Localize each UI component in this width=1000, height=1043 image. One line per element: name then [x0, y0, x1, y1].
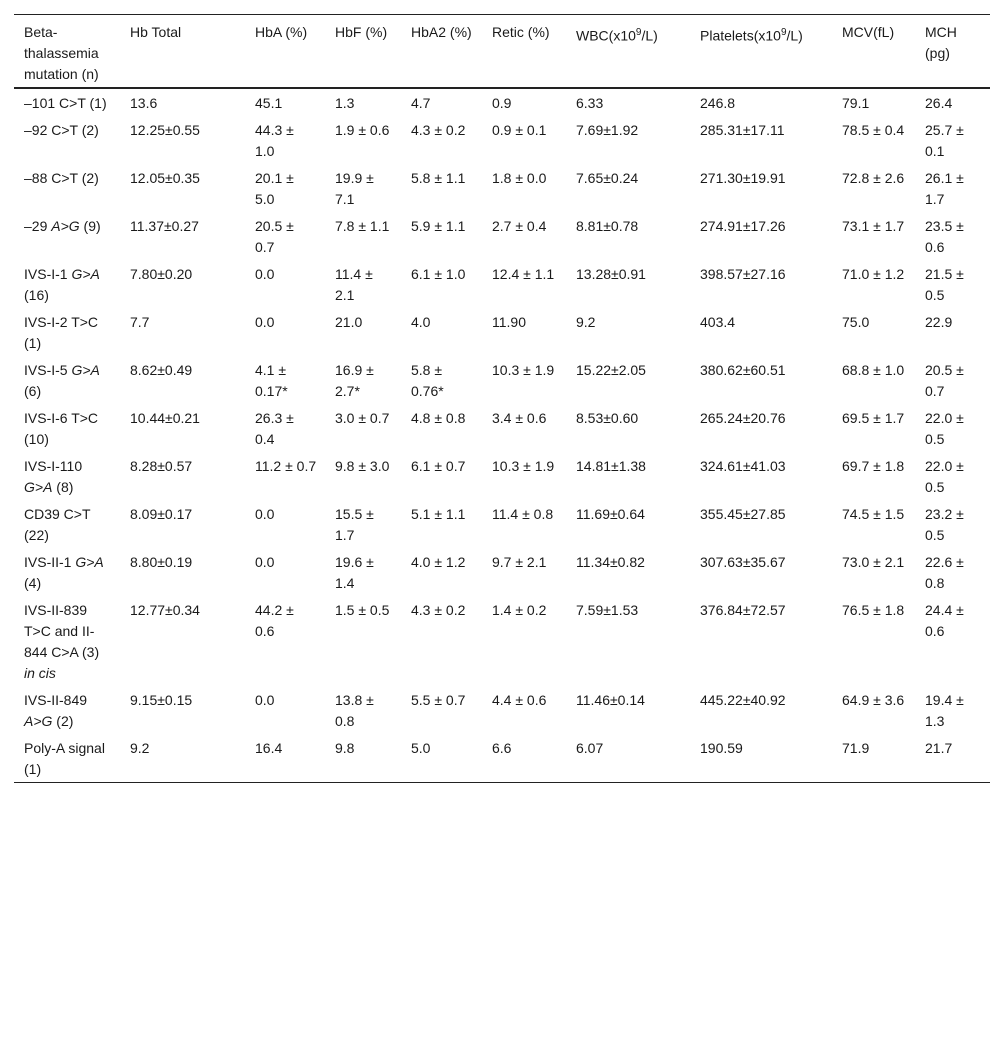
value-cell-hb-total: 12.77±0.34 [130, 602, 200, 618]
value-cell-retic: 12.4 ± 1.1 [492, 266, 555, 282]
value-cell-mcv: 76.5 ± 1.8 [842, 602, 905, 618]
value-cell-hb-total: 9.15±0.15 [130, 692, 193, 708]
mutation-cell: –29 A>G (9) [24, 218, 101, 234]
value-cell-hba: 45.1 [255, 95, 283, 111]
value-cell-retic: 11.4 ± 0.8 [492, 506, 554, 522]
value-cell-mcv: 72.8 ± 2.6 [842, 170, 905, 186]
value-cell-mcv: 69.5 ± 1.7 [842, 410, 905, 426]
value-cell-hb-total: 12.25±0.55 [130, 122, 200, 138]
value-cell-platelets: 355.45±27.85 [700, 506, 786, 522]
value-cell-hba2: 5.8 ± 0.76* [411, 362, 444, 399]
value-cell-retic: 10.3 ± 1.9 [492, 362, 555, 378]
value-cell-mch: 19.4 ± 1.3 [925, 692, 964, 729]
table-header-row [14, 15, 990, 89]
value-cell-retic: 1.4 ± 0.2 [492, 602, 547, 618]
value-cell-hba2: 5.5 ± 0.7 [411, 692, 466, 708]
column-header-hbf: HbF (%) [335, 24, 388, 40]
value-cell-retic: 4.4 ± 0.6 [492, 692, 547, 708]
value-cell-platelets: 246.8 [700, 95, 736, 111]
value-cell-hbf: 21.0 [335, 314, 363, 330]
column-header-mcv: MCV(fL) [842, 24, 895, 40]
value-cell-hba2: 5.9 ± 1.1 [411, 218, 466, 234]
value-cell-mcv: 75.0 [842, 314, 870, 330]
value-cell-platelets: 324.61±41.03 [700, 458, 786, 474]
value-cell-retic: 6.6 [492, 740, 512, 756]
value-cell-hbf: 11.4 ± 2.1 [335, 266, 373, 303]
mutation-cell: Poly-A signal (1) [24, 740, 105, 777]
value-cell-mcv: 73.1 ± 1.7 [842, 218, 905, 234]
value-cell-hb-total: 7.80±0.20 [130, 266, 193, 282]
value-cell-hba2: 4.7 [411, 95, 431, 111]
table-row [14, 212, 990, 260]
mutation-cell: IVS-I-2 T>C (1) [24, 314, 99, 351]
value-cell-wbc: 9.2 [576, 314, 596, 330]
value-cell-mcv: 74.5 ± 1.5 [842, 506, 905, 522]
value-cell-hba2: 4.3 ± 0.2 [411, 602, 466, 618]
value-cell-hb-total: 10.44±0.21 [130, 410, 200, 426]
value-cell-mch: 24.4 ± 0.6 [925, 602, 964, 639]
value-cell-hbf: 1.9 ± 0.6 [335, 122, 390, 138]
value-cell-retic: 9.7 ± 2.1 [492, 554, 547, 570]
table-row [14, 356, 990, 404]
mutation-cell: IVS-I-110 G>A (8) [24, 458, 83, 495]
mutation-cell: –101 C>T (1) [24, 95, 107, 111]
value-cell-hb-total: 8.09±0.17 [130, 506, 193, 522]
value-cell-retic: 0.9 ± 0.1 [492, 122, 547, 138]
value-cell-mch: 23.2 ± 0.5 [925, 506, 964, 543]
value-cell-hba: 0.0 [255, 554, 275, 570]
value-cell-mcv: 69.7 ± 1.8 [842, 458, 905, 474]
value-cell-mcv: 78.5 ± 0.4 [842, 122, 905, 138]
value-cell-retic: 10.3 ± 1.9 [492, 458, 555, 474]
value-cell-mch: 22.6 ± 0.8 [925, 554, 964, 591]
value-cell-hbf: 13.8 ± 0.8 [335, 692, 374, 729]
value-cell-mch: 26.4 [925, 95, 953, 111]
value-cell-hbf: 1.5 ± 0.5 [335, 602, 390, 618]
value-cell-mch: 22.0 ± 0.5 [925, 410, 964, 447]
mutation-cell: –92 C>T (2) [24, 122, 99, 138]
value-cell-wbc: 6.07 [576, 740, 604, 756]
mutation-cell: IVS-I-1 G>A (16) [24, 266, 100, 303]
value-cell-hbf: 9.8 [335, 740, 355, 756]
value-cell-platelets: 403.4 [700, 314, 736, 330]
value-cell-hba: 16.4 [255, 740, 283, 756]
column-header-wbc: $WBC(x10^9/L)$ [576, 27, 658, 44]
table-row [14, 734, 990, 783]
value-cell-wbc: 11.34±0.82 [576, 554, 645, 570]
value-cell-wbc: 11.46±0.14 [576, 692, 645, 708]
value-cell-hba: 0.0 [255, 506, 275, 522]
value-cell-wbc: 7.59±1.53 [576, 602, 639, 618]
value-cell-hba2: 6.1 ± 0.7 [411, 458, 466, 474]
table-row [14, 548, 990, 596]
value-cell-platelets: 190.59 [700, 740, 743, 756]
value-cell-platelets: 274.91±17.26 [700, 218, 786, 234]
value-cell-retic: 0.9 [492, 95, 512, 111]
value-cell-retic: 3.4 ± 0.6 [492, 410, 547, 426]
value-cell-hbf: 7.8 ± 1.1 [335, 218, 390, 234]
value-cell-hb-total: 11.37±0.27 [130, 218, 199, 234]
value-cell-hba: 26.3 ± 0.4 [255, 410, 294, 447]
value-cell-mcv: 64.9 ± 3.6 [842, 692, 905, 708]
value-cell-wbc: 8.53±0.60 [576, 410, 639, 426]
value-cell-hba: 11.2 ± 0.7 [255, 458, 317, 474]
table-body [14, 88, 990, 783]
value-cell-wbc: 13.28±0.91 [576, 266, 646, 282]
column-header-hba: HbA (%) [255, 24, 308, 40]
value-cell-mcv: 73.0 ± 2.1 [842, 554, 905, 570]
value-cell-platelets: 380.62±60.51 [700, 362, 786, 378]
value-cell-hba2: 4.8 ± 0.8 [411, 410, 466, 426]
value-cell-wbc: 11.69±0.64 [576, 506, 645, 522]
mutation-cell: CD39 C>T (22) [24, 506, 91, 543]
value-cell-platelets: 265.24±20.76 [700, 410, 786, 426]
table-row [14, 164, 990, 212]
table-row [14, 88, 990, 116]
value-cell-hba: 0.0 [255, 266, 275, 282]
value-cell-hba: 44.2 ± 0.6 [255, 602, 294, 639]
value-cell-hbf: 1.3 [335, 95, 355, 111]
value-cell-wbc: 7.69±1.92 [576, 122, 639, 138]
table-row [14, 452, 990, 500]
value-cell-retic: 2.7 ± 0.4 [492, 218, 547, 234]
value-cell-mcv: 79.1 [842, 95, 870, 111]
value-cell-hbf: 19.9 ± 7.1 [335, 170, 374, 207]
value-cell-mch: 23.5 ± 0.6 [925, 218, 964, 255]
value-cell-hba: 20.1 ± 5.0 [255, 170, 294, 207]
value-cell-platelets: 271.30±19.91 [700, 170, 786, 186]
value-cell-hbf: 19.6 ± 1.4 [335, 554, 374, 591]
value-cell-hbf: 9.8 ± 3.0 [335, 458, 390, 474]
column-header-hb-total: Hb Total [130, 24, 182, 40]
value-cell-hba: 4.1 ± 0.17* [255, 362, 288, 399]
table-row [14, 596, 990, 686]
value-cell-platelets: 376.84±72.57 [700, 602, 786, 618]
value-cell-hba2: 4.0 [411, 314, 431, 330]
mutation-cell: IVS-II-1 G>A (4) [24, 554, 104, 591]
value-cell-mch: 21.5 ± 0.5 [925, 266, 964, 303]
mutation-cell: –88 C>T (2) [24, 170, 99, 186]
mutation-cell: IVS-II-839 T>C and II-844 C>A (3) in cis [24, 602, 100, 681]
value-cell-platelets: 445.22±40.92 [700, 692, 786, 708]
table-row [14, 404, 990, 452]
value-cell-platelets: 398.57±27.16 [700, 266, 786, 282]
table-row [14, 116, 990, 164]
value-cell-hba2: 5.8 ± 1.1 [411, 170, 466, 186]
value-cell-mcv: 71.9 [842, 740, 870, 756]
value-cell-wbc: 8.81±0.78 [576, 218, 639, 234]
value-cell-hba: 20.5 ± 0.7 [255, 218, 294, 255]
value-cell-mch: 20.5 ± 0.7 [925, 362, 964, 399]
value-cell-hbf: 16.9 ± 2.7* [335, 362, 374, 399]
value-cell-hba2: 5.1 ± 1.1 [411, 506, 466, 522]
value-cell-hb-total: 8.80±0.19 [130, 554, 193, 570]
table-row [14, 308, 990, 356]
value-cell-hba2: 6.1 ± 1.0 [411, 266, 466, 282]
table-row [14, 500, 990, 548]
value-cell-hb-total: 9.2 [130, 740, 150, 756]
value-cell-hba2: 5.0 [411, 740, 431, 756]
value-cell-hb-total: 8.62±0.49 [130, 362, 193, 378]
value-cell-hbf: 3.0 ± 0.7 [335, 410, 390, 426]
value-cell-mch: 22.0 ± 0.5 [925, 458, 964, 495]
value-cell-wbc: 14.81±1.38 [576, 458, 646, 474]
value-cell-hba2: 4.0 ± 1.2 [411, 554, 466, 570]
mutation-cell: IVS-I-6 T>C (10) [24, 410, 99, 447]
column-header-hba2: HbA2 (%) [411, 24, 472, 40]
column-header-retic: Retic (%) [492, 24, 550, 40]
column-header-mutation: Beta-thalassemia mutation (n) [24, 24, 99, 82]
value-cell-wbc: 15.22±2.05 [576, 362, 646, 378]
table-row [14, 260, 990, 308]
value-cell-wbc: 6.33 [576, 95, 604, 111]
value-cell-platelets: 307.63±35.67 [700, 554, 786, 570]
value-cell-hba2: 4.3 ± 0.2 [411, 122, 466, 138]
value-cell-mch: 26.1 ± 1.7 [925, 170, 964, 207]
value-cell-hb-total: 13.6 [130, 95, 158, 111]
mutation-cell: IVS-I-5 G>A (6) [24, 362, 100, 399]
value-cell-hb-total: 8.28±0.57 [130, 458, 193, 474]
data-table [14, 14, 990, 783]
value-cell-mch: 21.7 [925, 740, 953, 756]
value-cell-retic: 11.90 [492, 314, 526, 330]
value-cell-retic: 1.8 ± 0.0 [492, 170, 547, 186]
value-cell-hb-total: 12.05±0.35 [130, 170, 200, 186]
value-cell-hba: 44.3 ± 1.0 [255, 122, 294, 159]
value-cell-hbf: 15.5 ± 1.7 [335, 506, 374, 543]
value-cell-mcv: 68.8 ± 1.0 [842, 362, 905, 378]
column-header-platelets: $Platelets(x10^9/L)$ [700, 27, 803, 44]
table-row [14, 686, 990, 734]
value-cell-hba: 0.0 [255, 314, 275, 330]
value-cell-mcv: 71.0 ± 1.2 [842, 266, 905, 282]
mutation-cell: IVS-II-849 A>G (2) [24, 692, 88, 729]
value-cell-hba: 0.0 [255, 692, 275, 708]
value-cell-platelets: 285.31±17.11 [700, 122, 785, 138]
value-cell-mch: 22.9 [925, 314, 953, 330]
column-header-mch: MCH (pg) [925, 24, 957, 61]
value-cell-hb-total: 7.7 [130, 314, 150, 330]
value-cell-wbc: 7.65±0.24 [576, 170, 639, 186]
value-cell-mch: 25.7 ± 0.1 [925, 122, 964, 159]
